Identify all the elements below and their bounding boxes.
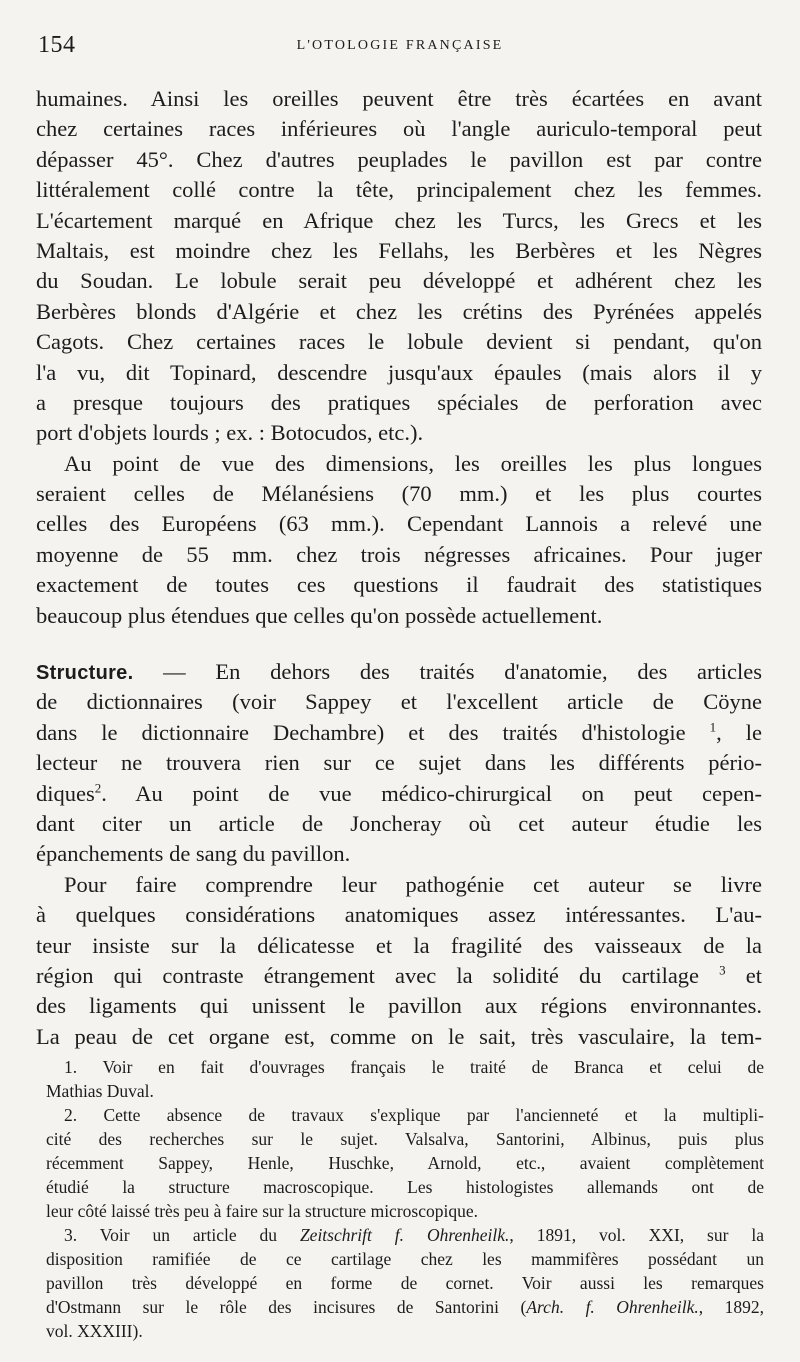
footnote-line: pavillon très développé en forme de cornet. Voir aussi les remarques [46, 1273, 764, 1293]
text-line: Maltais, est moindre chez les Fellahs, les Berbères et les Nègres [36, 237, 762, 263]
text-line: seraient celles de Mélanésiens (70 mm.) et les plus courtes [36, 481, 762, 507]
footnote-line: leur côté laissé très peu à faire sur la structure microscopique. [46, 1201, 478, 1221]
text-fragment: . Au point de vue médico-chirurgical on peut cepen- [101, 780, 762, 806]
footnote-line: Mathias Duval. [46, 1081, 154, 1101]
text-line: beaucoup plus étendues que celles qu'on possède actuellement. [36, 602, 603, 628]
text-line: littéralement collé contre la tête, principalement chez les femmes. [36, 177, 762, 203]
footnote-line: récemment Sappey, Henle, Huschke, Arnold, etc., avaient complètement [46, 1153, 764, 1173]
text-line: celles des Européens (63 mm.). Cependant Lannois a relevé une [36, 511, 762, 537]
text-fragment: — En dehors des traités d'anatomie, des articles [133, 659, 762, 685]
section-heading: Structure. [36, 662, 134, 685]
text-line: chez certaines races inférieures où l'angle auriculo-temporal peut [36, 116, 762, 142]
journal-citation: Zeitschrift f. Ohrenheilk. [299, 1225, 510, 1245]
journal-title: L'OTOLOGIE FRANÇAISE [296, 38, 504, 53]
text-fragment: d'Ostmann sur le rôle des incisures de Santorini ( [46, 1297, 527, 1317]
footnote-ref[interactable]: 2 [94, 780, 102, 796]
body-text [36, 84, 762, 1052]
text-line [36, 657, 762, 687]
text-fragment: , le [716, 719, 762, 745]
text-fragment: et [725, 962, 762, 988]
running-head [36, 32, 768, 62]
text-line: moyenne de 55 mm. chez trois négresses africaines. Pour juger [36, 541, 762, 567]
section-gap [36, 631, 762, 657]
text-line: exactement de toutes ces questions il faudrait des statistiques [36, 572, 762, 598]
text-line: l'a vu, dit Topinard, descendre jusqu'aux épaules (mais alors il y [36, 359, 762, 385]
text-line: Au point de vue des dimensions, les oreilles les plus longues [64, 450, 762, 476]
text-line: L'écartement marqué en Afrique chez les Turcs, les Grecs et les [36, 207, 762, 233]
text-line: teur insiste sur la délicatesse et la fragilité des vaisseaux de la [36, 932, 762, 958]
text-line [36, 718, 762, 748]
footnotes [46, 1055, 764, 1343]
text-fragment: région qui contraste étrangement avec la solidité du cartilage [36, 962, 700, 988]
page-number: 154 [38, 32, 76, 58]
text-line: La peau de cet organe est, comme on le sait, très vasculaire, la tem- [36, 1023, 762, 1049]
footnote-ref[interactable]: 3 [719, 962, 726, 978]
journal-citation: Arch. f. Ohrenheilk. [526, 1297, 699, 1317]
text-line: à quelques considérations anatomiques assez intéressantes. L'au- [36, 902, 762, 928]
footnote-line [46, 1223, 764, 1247]
footnote-line: 2. Cette absence de travaux s'explique par l'ancienneté et la multipli- [64, 1105, 764, 1125]
footnote-line: vol. XXXIII). [46, 1321, 143, 1341]
text-line: dant citer un article de Joncheray où cet auteur étudie les [36, 810, 762, 836]
text-fragment: diques [36, 780, 95, 806]
footnote-ref[interactable]: 1 [709, 719, 717, 735]
text-fragment: , 1892, [698, 1297, 764, 1317]
footnote-line: cité des recherches sur le sujet. Valsalva, Santorini, Albinus, puis plus [46, 1129, 764, 1149]
footnote-line: disposition ramifiée de ce cartilage chez les mammifères possédant un [46, 1249, 764, 1269]
footnote-line: 1. Voir en fait d'ouvrages français le traité de Branca et celui de [64, 1057, 764, 1077]
text-line: a presque toujours des pratiques spéciales de perforation avec [36, 389, 762, 415]
text-line: port d'objets lourds ; ex. : Botocudos, etc.). [36, 420, 424, 446]
footnote-line [46, 1295, 764, 1319]
text-fragment: , 1891, vol. XXI, sur la [509, 1225, 764, 1245]
text-line: humaines. Ainsi les oreilles peuvent être très écartées en avant [36, 86, 762, 111]
text-line [36, 961, 762, 991]
text-fragment: dans le dictionnaire Dechambre) et des traités d'histologie [36, 719, 686, 745]
text-line: Berbères blonds d'Algérie et chez les crétins des Pyrénées appelés [36, 298, 762, 324]
text-line: Cagots. Chez certaines races le lobule devient si pendant, qu'on [36, 329, 762, 355]
text-line: du Soudan. Le lobule serait peu développé et adhérent chez les [36, 268, 762, 294]
text-line: Pour faire comprendre leur pathogénie cet auteur se livre [64, 871, 762, 897]
text-line: dépasser 45°. Chez d'autres peuplades le pavillon est par contre [36, 146, 762, 172]
text-line [36, 779, 762, 809]
text-line: de dictionnaires (voir Sappey et l'excellent article de Cöyne [36, 689, 762, 715]
footnote-line: étudié la structure macroscopique. Les histologistes allemands ont de [46, 1177, 764, 1197]
text-line: des ligaments qui unissent le pavillon aux régions environnantes. [36, 993, 762, 1019]
text-line: lecteur ne trouvera rien sur ce sujet dans les différents pério- [36, 750, 762, 776]
text-fragment: 3. Voir un article du [64, 1225, 300, 1245]
text-line: épanchements de sang du pavillon. [36, 841, 351, 867]
